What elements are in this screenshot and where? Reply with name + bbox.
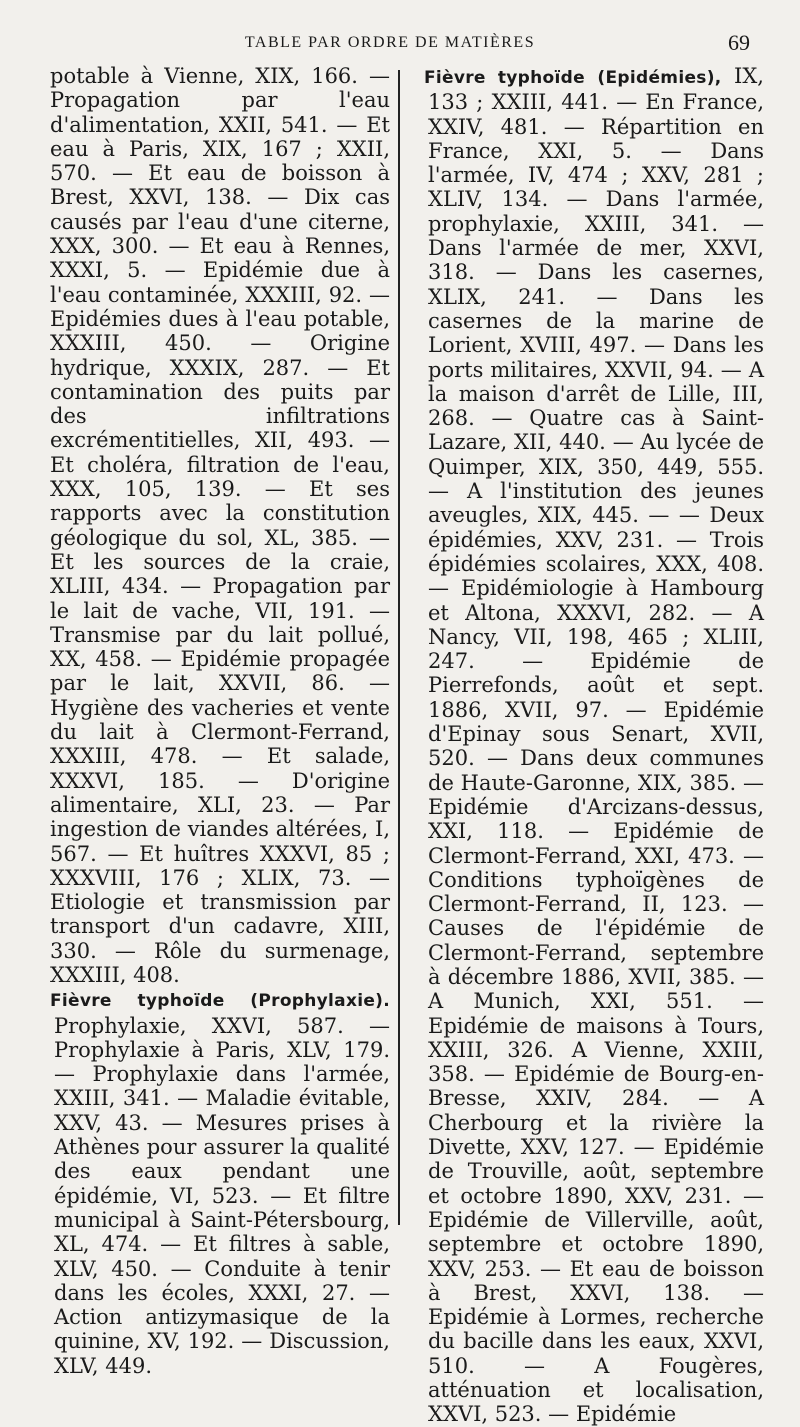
entry-text: Prophylaxie, XXVI, 587. — Prophylaxie à Paris, XLV, 179. — Prophylaxie dans l'armée, XXIII, 341. — Maladie évitable, XXV, 43. — Mesures prises à Athènes pour assurer la qualité des eaux pendant une épidémie, VI, 523. — Et filtre municipal à Saint-Pétersbourg, XL, 474. — Et filtres à sable, XLV, 450. — Conduite à tenir dans les écoles, XXXI, 27. — Action antizymasique de la quinine, XV, 192. — Discussion, XLV, 449.: [54, 1013, 390, 1378]
running-title: TABLE PAR ORDRE DE MATIÈRES: [244, 34, 536, 51]
page-number: 69: [728, 30, 750, 55]
right-column: [424, 64, 764, 1427]
left-column: [50, 64, 390, 1378]
entry-headword-qualifier: (Epidémies),: [597, 68, 722, 88]
entry-headword: Fièvre typhoïde (Prophylaxie).: [50, 991, 390, 1012]
continued-entry-text: potable à Vienne, XIX, 166. — Propagation par l'eau d'alimentation, XXII, 541. — Et eau à Paris, XIX, 167 ; XXII, 570. — Et eau de boisson à Brest, XXVI, 138. — Dix cas causés par l'eau d'une citerne, XXX, 300. — Et eau à Rennes, XXXI, 5. — Epidémie due à l'eau contaminée, XXXIII, 92. — Epidémies dues à l'eau potable, XXXIII, 450. — Origine hydrique, XXXIX, 287. — Et contamination des puits par des infiltrations excrémentitielles, XII, 493. — Et choléra, filtration de l'eau, XXX, 105, 139. — Et ses rapports avec la constitution géologique du sol, XL, 385. — Et les sources de la craie, XLIII, 434. — Propagation par le lait de vache, VII, 191. — Transmise par du lait pollué, XX, 458. — Epidémie propagée par le lait, XXVII, 86. — Hygiène des vacheries et vente du lait à Clermont-Ferrand, XXXIII, 478. — Et salade, XXXVI, 185. — D'origine alimentaire, XLI, 23. — Par ingestion de viandes altérées, I, 567. — Et huîtres XXXVI, 85 ; XXXVIII, 176 ; XLIX, 73. — Etiologie et transmission par transport d'un cadavre, XIII, 330. — Rôle du surmenage, XXXIII, 408.: [50, 64, 390, 987]
entry-headword: Fièvre typhoïde: [424, 68, 585, 88]
index-entry-prophylaxie: [50, 987, 390, 1378]
entry-text: IX, 133 ; XXIII, 441. — En France, XXIV, 481. — Répartition en France, XXI, 5. — Dans l'armée, IV, 474 ; XXV, 281 ; XLIV, 134. — Dans l'armée, prophylaxie, XXIII, 341. — Dans l'armée de mer, XXVI, 318. — Dans les casernes, XLIX, 241. — Dans les casernes de la marine de Lorient, XVIII, 497. — Dans les ports militaires, XXVII, 94. — A la maison d'arrêt de Lille, III, 268. — Quatre cas à Saint-Lazare, XII, 440. — Au lycée de Quimper, XIX, 350, 449, 555. — A l'institution des jeunes aveugles, XIX, 445. — — Deux épidémies, XXV, 231. — Trois épidémies scolaires, XXX, 408. — Epidémiologie à Hambourg et Altona, XXXVI, 282. — A Nancy, VII, 198, 465 ; XLIII, 247. — Epidémie de Pierrefonds, août et sept. 1886, XVII, 97. — Epidémie d'Epinay sous Senart, XVII, 520. — Dans deux communes de Haute-Garonne, XIX, 385. — Epidémie d'Arcizans-dessus, XXI, 118. — Epidémie de Clermont-Ferrand, XXI, 473. — Conditions typhoïgènes de Clermont-Ferrand, II, 123. — Causes de l'épidémie de Clermont-Ferrand, septembre à décembre 1886, XVII, 385. — A Munich, XXI, 551. — Epidémie de maisons à Tours, XXIII, 326. A Vienne, XXIII, 358. — Epidémie de Bourg-en-Bresse, XXIV, 284. — A Cherbourg et la rivière la Divette, XXV, 127. — Epidémie de Trouville, août, septembre et octobre 1890, XXV, 231. — Epidémie de Villerville, août, septembre et octobre 1890, XXV, 253. — Et eau de boisson à Brest, XXVI, 138. — Epidémie à Lormes, recherche du bacille dans les eaux, XXVI, 510. — A Fougères, atténuation et localisation, XXVI, 523. — Epidémie: [428, 64, 764, 1427]
column-divider: [398, 70, 400, 1225]
index-entry-epidemies: [424, 64, 764, 1427]
